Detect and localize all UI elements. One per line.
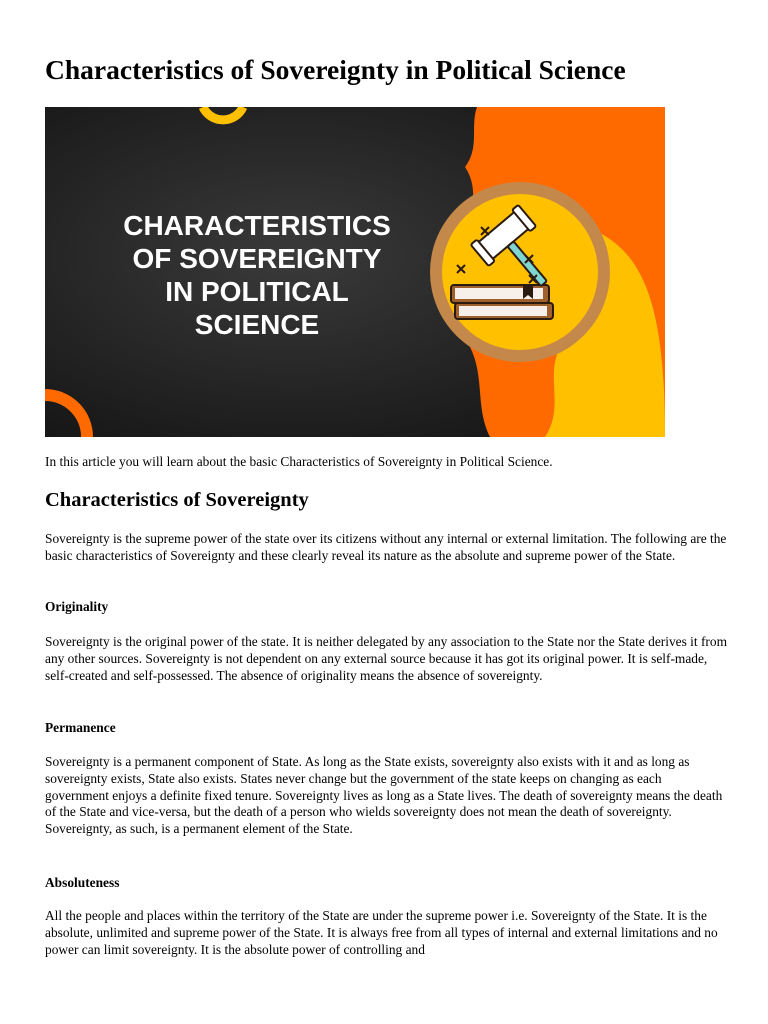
absoluteness-heading: Absoluteness: [45, 875, 120, 890]
banner-line-3: IN POLITICAL: [165, 276, 349, 307]
books-icon: [451, 285, 553, 319]
originality-paragraph: Sovereignty is the original power of the state. It is neither delegated by any association to the State nor the State derives it from any other sources. Sovereignty is not dependent on any external source because it has got its original power. It is self-made, self-created and self-possessed. The absence of originality means the absence of sovereignty.: [45, 634, 727, 683]
banner-line-2: OF SOVEREIGNTY: [132, 243, 382, 274]
permanence-paragraph: Sovereignty is a permanent component of State. As long as the State exists, sovereignty also exists with it and as long as sovereignty exists, State also exists. States never change but the government of the state keeps on changing as each government enjoys a definite fixed tenure. Sovereignty lives as long as a State lives. The death of sovereignty means the death of the State and vice-versa, but the death of a person who wields sovereignty does not mean the death of sovereignty. Sovereignty, as such, is a permanent element of the State.: [45, 754, 723, 837]
section-paragraph: Sovereignty is the supreme power of the state over its citizens without any internal or external limitation. The following are the basic characteristics of Sovereignty and these clearly reveal its nature as the absolute and supreme power of the State.: [45, 531, 727, 563]
banner-line-4: SCIENCE: [194, 309, 320, 340]
banner-illustration: [45, 107, 665, 437]
originality-heading: Originality: [45, 599, 109, 614]
article-banner-image: [45, 107, 665, 437]
gavel-emblem: [430, 182, 610, 362]
permanence-heading: Permanence: [45, 720, 116, 735]
intro-paragraph: In this article you will learn about the basic Characteristics of Sovereignty in Political Science.: [45, 454, 553, 469]
section-heading: Characteristics of Sovereignty: [45, 489, 309, 511]
page-title: Characteristics of Sovereignty in Political Science: [45, 54, 626, 85]
absoluteness-paragraph: All the people and places within the territory of the State are under the supreme power i.e. Sovereignty of the State. It is the absolute, unlimited and supreme power of the State. It is always free from all types of internal and external limitations and no power can limit sovereignty. It is the absolute power of controlling and: [45, 908, 718, 957]
banner-line-1: CHARACTERISTICS: [123, 210, 391, 241]
